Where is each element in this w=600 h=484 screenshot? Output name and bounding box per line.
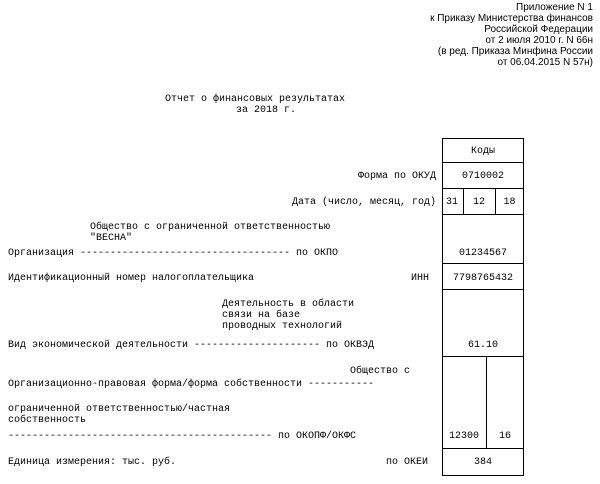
okud-value: 0710002 bbox=[461, 171, 504, 182]
okei-value: 384 bbox=[473, 457, 492, 468]
appendix-line-3: Российской Федерации bbox=[484, 24, 593, 35]
opf-label: Организационно-правовая форма/форма собственности ----------- bbox=[8, 379, 375, 390]
date-label: Дата (число, месяц, год) bbox=[291, 197, 436, 208]
codes-row-divider bbox=[442, 289, 524, 290]
codes-row-divider bbox=[442, 162, 524, 163]
appendix-line-2: к Приказу Министерства финансов bbox=[430, 13, 593, 24]
inn-label: Идентификационный номер налогоплательщика bbox=[8, 273, 255, 284]
appendix-line-1: Приложение N 1 bbox=[516, 2, 593, 13]
date-year: 18 bbox=[503, 197, 516, 208]
appendix-line-4: от 2 июля 2010 г. N 66н bbox=[485, 35, 593, 46]
codes-row-divider bbox=[442, 188, 524, 189]
okud-label: Форма по ОКУД bbox=[357, 171, 436, 182]
org-name-line-1: Общество с ограниченной ответственностью bbox=[90, 222, 331, 233]
activity-line-2: связи на базе bbox=[222, 310, 301, 321]
opf-line-1: Общество с bbox=[350, 366, 411, 377]
codes-border-top bbox=[442, 138, 524, 139]
okpo-value: 01234567 bbox=[458, 248, 507, 259]
opf-line-2: ограниченной ответственностью/частная bbox=[8, 404, 231, 415]
codes-header: Коды bbox=[470, 146, 495, 157]
opf-line-3: собственность bbox=[8, 415, 87, 426]
inn-value: 7798765432 bbox=[452, 273, 513, 284]
activity-line-3: проводных технологий bbox=[222, 321, 343, 332]
codes-row-divider bbox=[442, 214, 524, 215]
inn-tag: ИНН bbox=[411, 273, 430, 284]
okopf-value: 12300 bbox=[448, 431, 479, 442]
report-period: за 2018 г. bbox=[236, 105, 297, 116]
codes-border-bottom bbox=[442, 475, 524, 476]
activity-line-1: Деятельность в области bbox=[222, 299, 355, 310]
org-label: Организация ----------------------------------- по ОКПО bbox=[8, 248, 339, 259]
appendix-line-6: от 06.04.2015 N 57н) bbox=[497, 57, 593, 68]
date-day: 31 bbox=[445, 197, 458, 208]
okfs-value: 16 bbox=[498, 431, 511, 442]
org-name-line-2: "ВЕСНА" bbox=[90, 233, 133, 244]
opf-dash-line: -------------------------------------------- по ОКОПФ/ОКФС bbox=[8, 431, 357, 442]
okei-label: по ОКЕИ bbox=[386, 457, 429, 468]
okved-value: 61.10 bbox=[467, 340, 498, 351]
unit-label: Единица измерения: тыс. руб. bbox=[8, 457, 177, 468]
activity-label: Вид экономической деятельности --------------------- по ОКВЭД bbox=[8, 340, 375, 351]
report-title: Отчет о финансовых результатах bbox=[165, 94, 346, 105]
date-month: 12 bbox=[472, 197, 485, 208]
codes-row-divider bbox=[442, 263, 524, 264]
appendix-line-5: (в ред. Приказа Минфина России bbox=[437, 46, 593, 57]
codes-row-divider bbox=[442, 356, 524, 357]
codes-row-divider bbox=[442, 448, 524, 449]
